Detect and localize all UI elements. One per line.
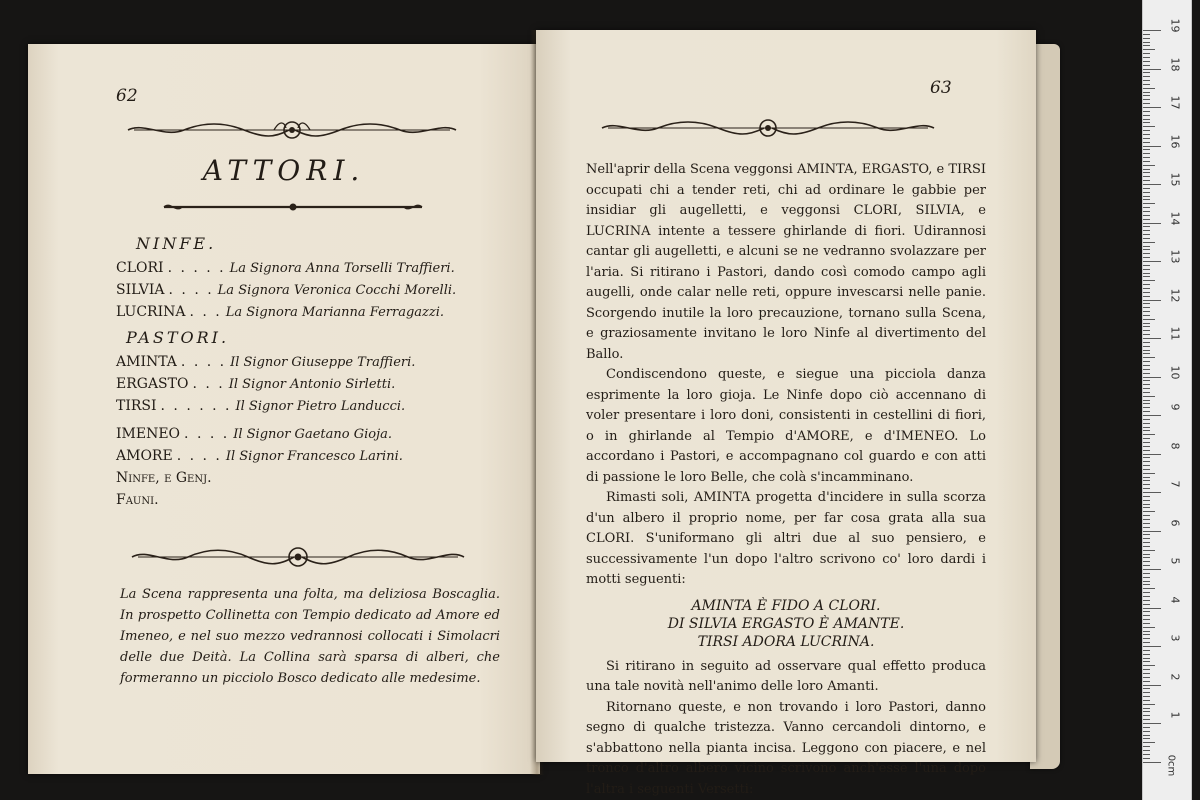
ruler-tick [1143, 511, 1155, 512]
ruler-tick [1143, 353, 1150, 354]
ruler-tick [1143, 261, 1161, 262]
cast-row-fauni: Fauni. [116, 492, 159, 508]
ruler-tick [1143, 338, 1161, 339]
ruler-number: 9 [1168, 403, 1182, 411]
ruler-tick [1143, 608, 1161, 609]
ornament-top-left [124, 118, 460, 142]
ruler-tick [1143, 434, 1155, 435]
role-name: AMINTA [116, 354, 177, 370]
ruler-number: 16 [1168, 134, 1182, 148]
verse-line: AMINTA È FIDO A CLORI. [691, 597, 881, 614]
leader-dots: . . . [189, 304, 222, 320]
ruler-tick [1143, 588, 1155, 589]
ruler-number: 13 [1168, 249, 1182, 264]
cast-row-tirsi [116, 398, 405, 414]
ruler-tick [1143, 211, 1150, 212]
ruler-tick [1143, 288, 1150, 289]
ruler-tick [1143, 199, 1150, 200]
ruler-tick [1143, 504, 1150, 505]
role-name: SILVIA [116, 282, 165, 298]
ruler-tick [1143, 192, 1150, 193]
ruler-number: 3 [1168, 634, 1182, 642]
cast-row-aminta [116, 354, 415, 370]
ruler-tick [1143, 253, 1150, 254]
ruler-number: 4 [1168, 596, 1182, 603]
ruler-tick [1143, 153, 1150, 154]
ruler-tick [1143, 681, 1150, 682]
actor-name: Il Signor Pietro Landucci. [235, 399, 406, 414]
ruler-tick [1143, 465, 1150, 466]
ruler-number: 11 [1168, 326, 1182, 341]
ruler-tick [1143, 600, 1150, 601]
ruler-tick [1143, 746, 1150, 747]
ruler-tick [1143, 731, 1150, 732]
ruler-tick [1143, 738, 1150, 739]
ruler-tick [1143, 384, 1150, 385]
ruler-tick [1143, 665, 1155, 666]
ruler-tick [1143, 122, 1150, 123]
ruler-tick [1143, 750, 1150, 751]
actor-name: La Signora Veronica Cocchi Morelli. [217, 283, 457, 298]
ruler-tick [1143, 735, 1150, 736]
ruler-tick [1143, 469, 1150, 470]
ruler-tick [1143, 72, 1150, 73]
verse-block [586, 597, 986, 651]
ruler-tick [1143, 611, 1150, 612]
cast-row-silvia [116, 282, 456, 298]
ruler-tick [1143, 88, 1155, 89]
ruler-tick [1143, 99, 1150, 100]
ruler-tick [1143, 92, 1150, 93]
ruler-tick [1143, 350, 1150, 351]
ruler-tick [1143, 269, 1150, 270]
ruler-tick [1143, 111, 1150, 112]
ruler-tick [1143, 115, 1150, 116]
ruler-tick [1143, 307, 1150, 308]
leader-dots: . . . . . . [160, 398, 232, 414]
paragraph-dance: Condiscendono queste, e siegue una picciola danza esprimente la loro gioja. Le Ninfe dopo ciò accennano di voler presentare i loro doni, consistenti in cestellini di fiori, o in ghirlande al Tempio d'AMORE, e d'IMENEO. Lo accordano i Pastori, e accompagnano col guardo e con atti di passione le loro Belle, che colà s'incamminano. [586, 367, 986, 485]
ruler-tick [1143, 596, 1150, 597]
ruler-tick [1143, 134, 1150, 135]
leader-dots: . . . . [176, 448, 222, 464]
ruler-tick [1143, 49, 1155, 50]
ruler-tick [1143, 488, 1150, 489]
ruler-tick [1143, 527, 1150, 528]
ruler-number: 15 [1168, 172, 1182, 187]
leader-dots: . . . . . [167, 260, 226, 276]
ruler-tick [1143, 230, 1150, 231]
ruler-tick [1143, 388, 1150, 389]
ruler-tick [1143, 438, 1150, 439]
ruler-tick [1143, 407, 1150, 408]
ruler-tick [1143, 95, 1150, 96]
ruler-tick [1143, 319, 1155, 320]
ruler-tick [1143, 538, 1150, 539]
ruler-tick [1143, 184, 1161, 185]
ruler-tick [1143, 176, 1150, 177]
ruler-tick [1143, 723, 1161, 724]
ruler-tick [1143, 334, 1150, 335]
role-name: ERGASTO [116, 376, 189, 392]
right-page [536, 30, 1036, 797]
ruler-number: 14 [1168, 211, 1182, 225]
ruler-tick [1143, 646, 1161, 647]
ruler-tick [1143, 492, 1161, 493]
ruler-tick [1143, 403, 1150, 404]
ruler-tick [1143, 57, 1150, 58]
ruler-tick [1143, 330, 1150, 331]
ruler-tick [1143, 342, 1150, 343]
ruler-tick [1143, 300, 1161, 301]
ruler-tick [1143, 531, 1161, 532]
ruler-tick [1143, 323, 1150, 324]
cast-row-imeneo [116, 426, 392, 442]
ruler-tick [1143, 84, 1150, 85]
ruler-tick [1143, 142, 1150, 143]
ruler-tick [1143, 292, 1150, 293]
ruler-tick [1143, 658, 1150, 659]
role-name: CLORI [116, 260, 164, 276]
ruler-tick [1143, 454, 1161, 455]
cast-row-ninfe-genj: Ninfe, e Genj. [116, 470, 212, 486]
ruler-tick [1143, 196, 1150, 197]
actor-name: Il Signor Francesco Larini. [225, 449, 403, 464]
cast-row-lucrina [116, 304, 444, 320]
ruler-tick [1143, 415, 1161, 416]
ruler-tick [1143, 638, 1150, 639]
leader-dots: . . . . [168, 282, 214, 298]
ruler-tick [1143, 500, 1150, 501]
role-name: AMORE [116, 448, 173, 464]
ruler-tick [1143, 161, 1150, 162]
paragraph-return: Ritornano queste, e non trovando i loro Pastori, danno segno di qualche tristezza. Vanno cercandoli dintorno, e s'abbattono nella pianta incisa. Leggono con piacere, e nel tronco d'altro albero vicino scrivono anch'esse l'una dopo l'altra i seguenti Versetti: [586, 699, 986, 797]
ruler-tick [1143, 623, 1150, 624]
ruler-tick [1143, 119, 1150, 120]
ruler-tick [1143, 30, 1161, 31]
ruler-tick [1143, 346, 1150, 347]
ruler-tick [1143, 754, 1150, 755]
ruler-tick [1143, 246, 1150, 247]
ruler-tick [1143, 642, 1150, 643]
actor-name: La Signora Marianna Ferragazzi. [225, 305, 445, 320]
ruler-tick [1143, 442, 1150, 443]
ruler-tick [1143, 619, 1150, 620]
ruler-tick [1143, 423, 1150, 424]
role-name: TIRSI [116, 398, 157, 414]
ruler-tick [1143, 669, 1150, 670]
ruler-tick [1143, 219, 1150, 220]
ruler-unit-label: 0cm [1165, 754, 1177, 777]
ruler-tick [1143, 523, 1150, 524]
paragraph-retire: Si ritirano in seguito ad osservare qual effetto produca una tale novità nell'animo delle loro Amanti. [586, 658, 986, 694]
body-text [586, 160, 986, 800]
ruler-tick [1143, 708, 1150, 709]
ruler-tick [1143, 704, 1155, 705]
role-name: IMENEO [116, 426, 181, 442]
ruler-tick [1143, 727, 1150, 728]
ruler-tick [1143, 369, 1150, 370]
ruler-tick [1143, 38, 1150, 39]
ruler-tick [1143, 457, 1150, 458]
leader-dots: . . . [192, 376, 225, 392]
ruler-tick [1143, 450, 1150, 451]
ruler-tick [1143, 223, 1161, 224]
ruler-tick [1143, 61, 1150, 62]
left-page [28, 44, 540, 774]
ruler-tick [1143, 373, 1150, 374]
ruler-tick [1143, 569, 1161, 570]
ruler-tick [1143, 631, 1150, 632]
ruler-tick [1143, 573, 1150, 574]
ruler-tick [1143, 557, 1150, 558]
ruler-tick [1143, 550, 1155, 551]
actor-name: Il Signor Gaetano Gioja. [233, 427, 392, 442]
ruler-tick [1143, 276, 1150, 277]
ruler-tick [1143, 507, 1150, 508]
ruler-tick [1143, 561, 1150, 562]
actor-name: La Signora Anna Torselli Traffieri. [229, 261, 455, 276]
ruler-tick [1143, 411, 1150, 412]
ruler-tick [1143, 45, 1150, 46]
cast-row-clori [116, 260, 455, 276]
ruler-tick [1143, 180, 1150, 181]
ruler-tick [1143, 762, 1161, 763]
ruler-tick [1143, 284, 1150, 285]
ruler-tick [1143, 392, 1150, 393]
ruler-tick [1143, 169, 1150, 170]
ruler-tick [1143, 138, 1150, 139]
ornament-top-right [598, 116, 938, 140]
actor-name: Il Signor Antonio Sirletti. [228, 377, 396, 392]
page-number-right: 63 [930, 78, 952, 98]
ruler-tick [1143, 365, 1150, 366]
role-name: LUCRINA [116, 304, 186, 320]
ruler-number: 1 [1168, 711, 1182, 719]
ruler-tick [1143, 65, 1150, 66]
ruler-number: 5 [1168, 557, 1182, 565]
cast-row-amore [116, 448, 403, 464]
ruler-tick [1143, 515, 1150, 516]
ruler-number: 7 [1168, 480, 1182, 488]
ruler-tick [1143, 265, 1150, 266]
ruler-tick [1143, 165, 1155, 166]
paragraph-opening: Nell'aprir della Scena veggonsi AMINTA, ERGASTO, e TIRSI occupati chi a tender reti, chi ad ordinare le gabbie per insidiar gli augelletti, e veggonsi CLORI, SILVIA, e LUCRINA intente a tessere ghirlande di fiori. Udirannosi cantar gli augelletti, e alcuni se ne vedranno svolazzare per l'aria. Si ritirano i Pastori, dando così comodo campo agli augelli, onde calar nelle reti, oppure invescarsi nelle panie. Scorgendo inutile la loro precauzione, tornano sulla Scena, e graziosamente invitano le loro Ninfe al divertimento del Ballo. [586, 162, 987, 362]
ruler-tick [1143, 446, 1150, 447]
ruler-tick [1143, 303, 1150, 304]
paragraph-aminta: Rimasti soli, AMINTA progetta d'incidere in sulla scorza d'un albero il proprio nome, per far cosa grata alla sua CLORI. S'uniformano gli altri due al suo pensiero, e successivamente l'un dopo l'altro scrivono co' loro dardi i motti seguenti: [586, 490, 986, 587]
ornament-under-title [158, 200, 428, 214]
ruler-number: 2 [1168, 673, 1182, 680]
ruler-tick [1143, 534, 1150, 535]
ruler-tick [1143, 696, 1150, 697]
ruler-tick [1143, 419, 1150, 420]
ruler-tick [1143, 661, 1150, 662]
ruler-tick [1143, 542, 1150, 543]
ruler-tick [1143, 146, 1161, 147]
ruler-tick [1143, 654, 1150, 655]
ruler-number: 18 [1168, 57, 1182, 71]
ruler-tick [1143, 69, 1161, 70]
ruler-tick [1143, 700, 1150, 701]
ruler-tick [1143, 719, 1150, 720]
ruler-tick [1143, 584, 1150, 585]
ruler-tick [1143, 615, 1150, 616]
ruler-tick [1143, 627, 1155, 628]
cast-row-ergasto [116, 376, 395, 392]
ruler-tick [1143, 234, 1150, 235]
ruler-number: 17 [1168, 95, 1182, 110]
verse-line: TIRSI ADORA LUCRINA. [697, 633, 875, 650]
ruler-tick [1143, 326, 1150, 327]
ruler-tick [1143, 400, 1150, 401]
ruler-tick [1143, 357, 1155, 358]
ruler-tick [1143, 103, 1150, 104]
ruler-tick [1143, 76, 1150, 77]
ruler-tick [1143, 203, 1155, 204]
ruler-tick [1143, 592, 1150, 593]
ruler-tick [1143, 53, 1150, 54]
ruler-number: 8 [1168, 442, 1182, 449]
ruler-tick [1143, 688, 1150, 689]
ruler-tick [1143, 546, 1150, 547]
ruler-tick [1143, 758, 1150, 759]
ruler-tick [1143, 396, 1155, 397]
ruler-tick [1143, 377, 1161, 378]
ruler-tick [1143, 311, 1150, 312]
ruler-tick [1143, 380, 1150, 381]
ruler-number: 10 [1168, 365, 1182, 379]
ruler-tick [1143, 315, 1150, 316]
ruler-tick [1143, 577, 1150, 578]
ruler-tick [1143, 107, 1161, 108]
ruler-tick [1143, 477, 1150, 478]
pastori-heading: PASTORI. [126, 328, 230, 347]
ruler-tick [1143, 226, 1150, 227]
ruler-tick [1143, 473, 1155, 474]
ruler-tick [1143, 496, 1150, 497]
ruler-tick [1143, 634, 1150, 635]
ruler-tick [1143, 519, 1150, 520]
leader-dots: . . . . [180, 354, 227, 370]
ruler-tick [1143, 80, 1150, 81]
ruler-tick [1143, 280, 1155, 281]
scene-description: La Scena rappresenta una folta, ma deliziosa Boscaglia. In prospetto Collinetta con Tempio dedicato ad Amore ed Imeneo, e nel suo mezzo vedrannosi collocati i Simolacri delle due Deità. La Collina sarà sparsa di alberi, che formeranno un picciolo Bosco dedicato alle medesime. [120, 587, 500, 686]
ruler-tick [1143, 480, 1150, 481]
ruler-tick [1143, 484, 1150, 485]
ruler-tick [1143, 172, 1150, 173]
measurement-ruler [1142, 0, 1192, 800]
ruler-tick [1143, 361, 1150, 362]
ruler-number: 6 [1168, 519, 1182, 526]
verse-line: DI SILVIA ERGASTO È AMANTE. [667, 615, 905, 632]
ruler-tick [1143, 677, 1150, 678]
ruler-tick [1143, 149, 1150, 150]
ruler-tick [1143, 565, 1150, 566]
ruler-tick [1143, 430, 1150, 431]
ruler-tick [1143, 42, 1150, 43]
ruler-tick [1143, 207, 1150, 208]
ruler-tick [1143, 581, 1150, 582]
ruler-tick [1143, 215, 1150, 216]
leader-dots: . . . . [184, 426, 230, 442]
ruler-tick [1143, 238, 1150, 239]
ornament-middle-left [128, 544, 468, 570]
ruler-tick [1143, 692, 1150, 693]
ruler-tick [1143, 157, 1150, 158]
ruler-tick [1143, 715, 1150, 716]
ruler-tick [1143, 242, 1155, 243]
ruler-tick [1143, 711, 1150, 712]
ruler-tick [1143, 604, 1150, 605]
actor-name: Il Signor Giuseppe Traffieri. [230, 355, 416, 370]
ruler-number: 19 [1168, 18, 1182, 33]
page-number-left: 62 [116, 86, 138, 106]
ruler-tick [1143, 249, 1150, 250]
ruler-tick [1143, 461, 1150, 462]
ruler-number: 12 [1168, 288, 1182, 302]
ruler-tick [1143, 742, 1155, 743]
ruler-tick [1143, 34, 1150, 35]
ruler-tick [1143, 188, 1150, 189]
ruler-tick [1143, 273, 1150, 274]
ruler-tick [1143, 554, 1150, 555]
ruler-tick [1143, 130, 1150, 131]
ninfe-heading: NINFE. [136, 234, 217, 253]
ruler-tick [1143, 296, 1150, 297]
ruler-tick [1143, 673, 1150, 674]
ruler-tick [1143, 685, 1161, 686]
ruler-tick [1143, 427, 1150, 428]
ruler-tick [1143, 650, 1150, 651]
ruler-tick [1143, 257, 1150, 258]
page-title-attori: ATTORI. [202, 154, 366, 187]
ruler-tick [1143, 126, 1155, 127]
